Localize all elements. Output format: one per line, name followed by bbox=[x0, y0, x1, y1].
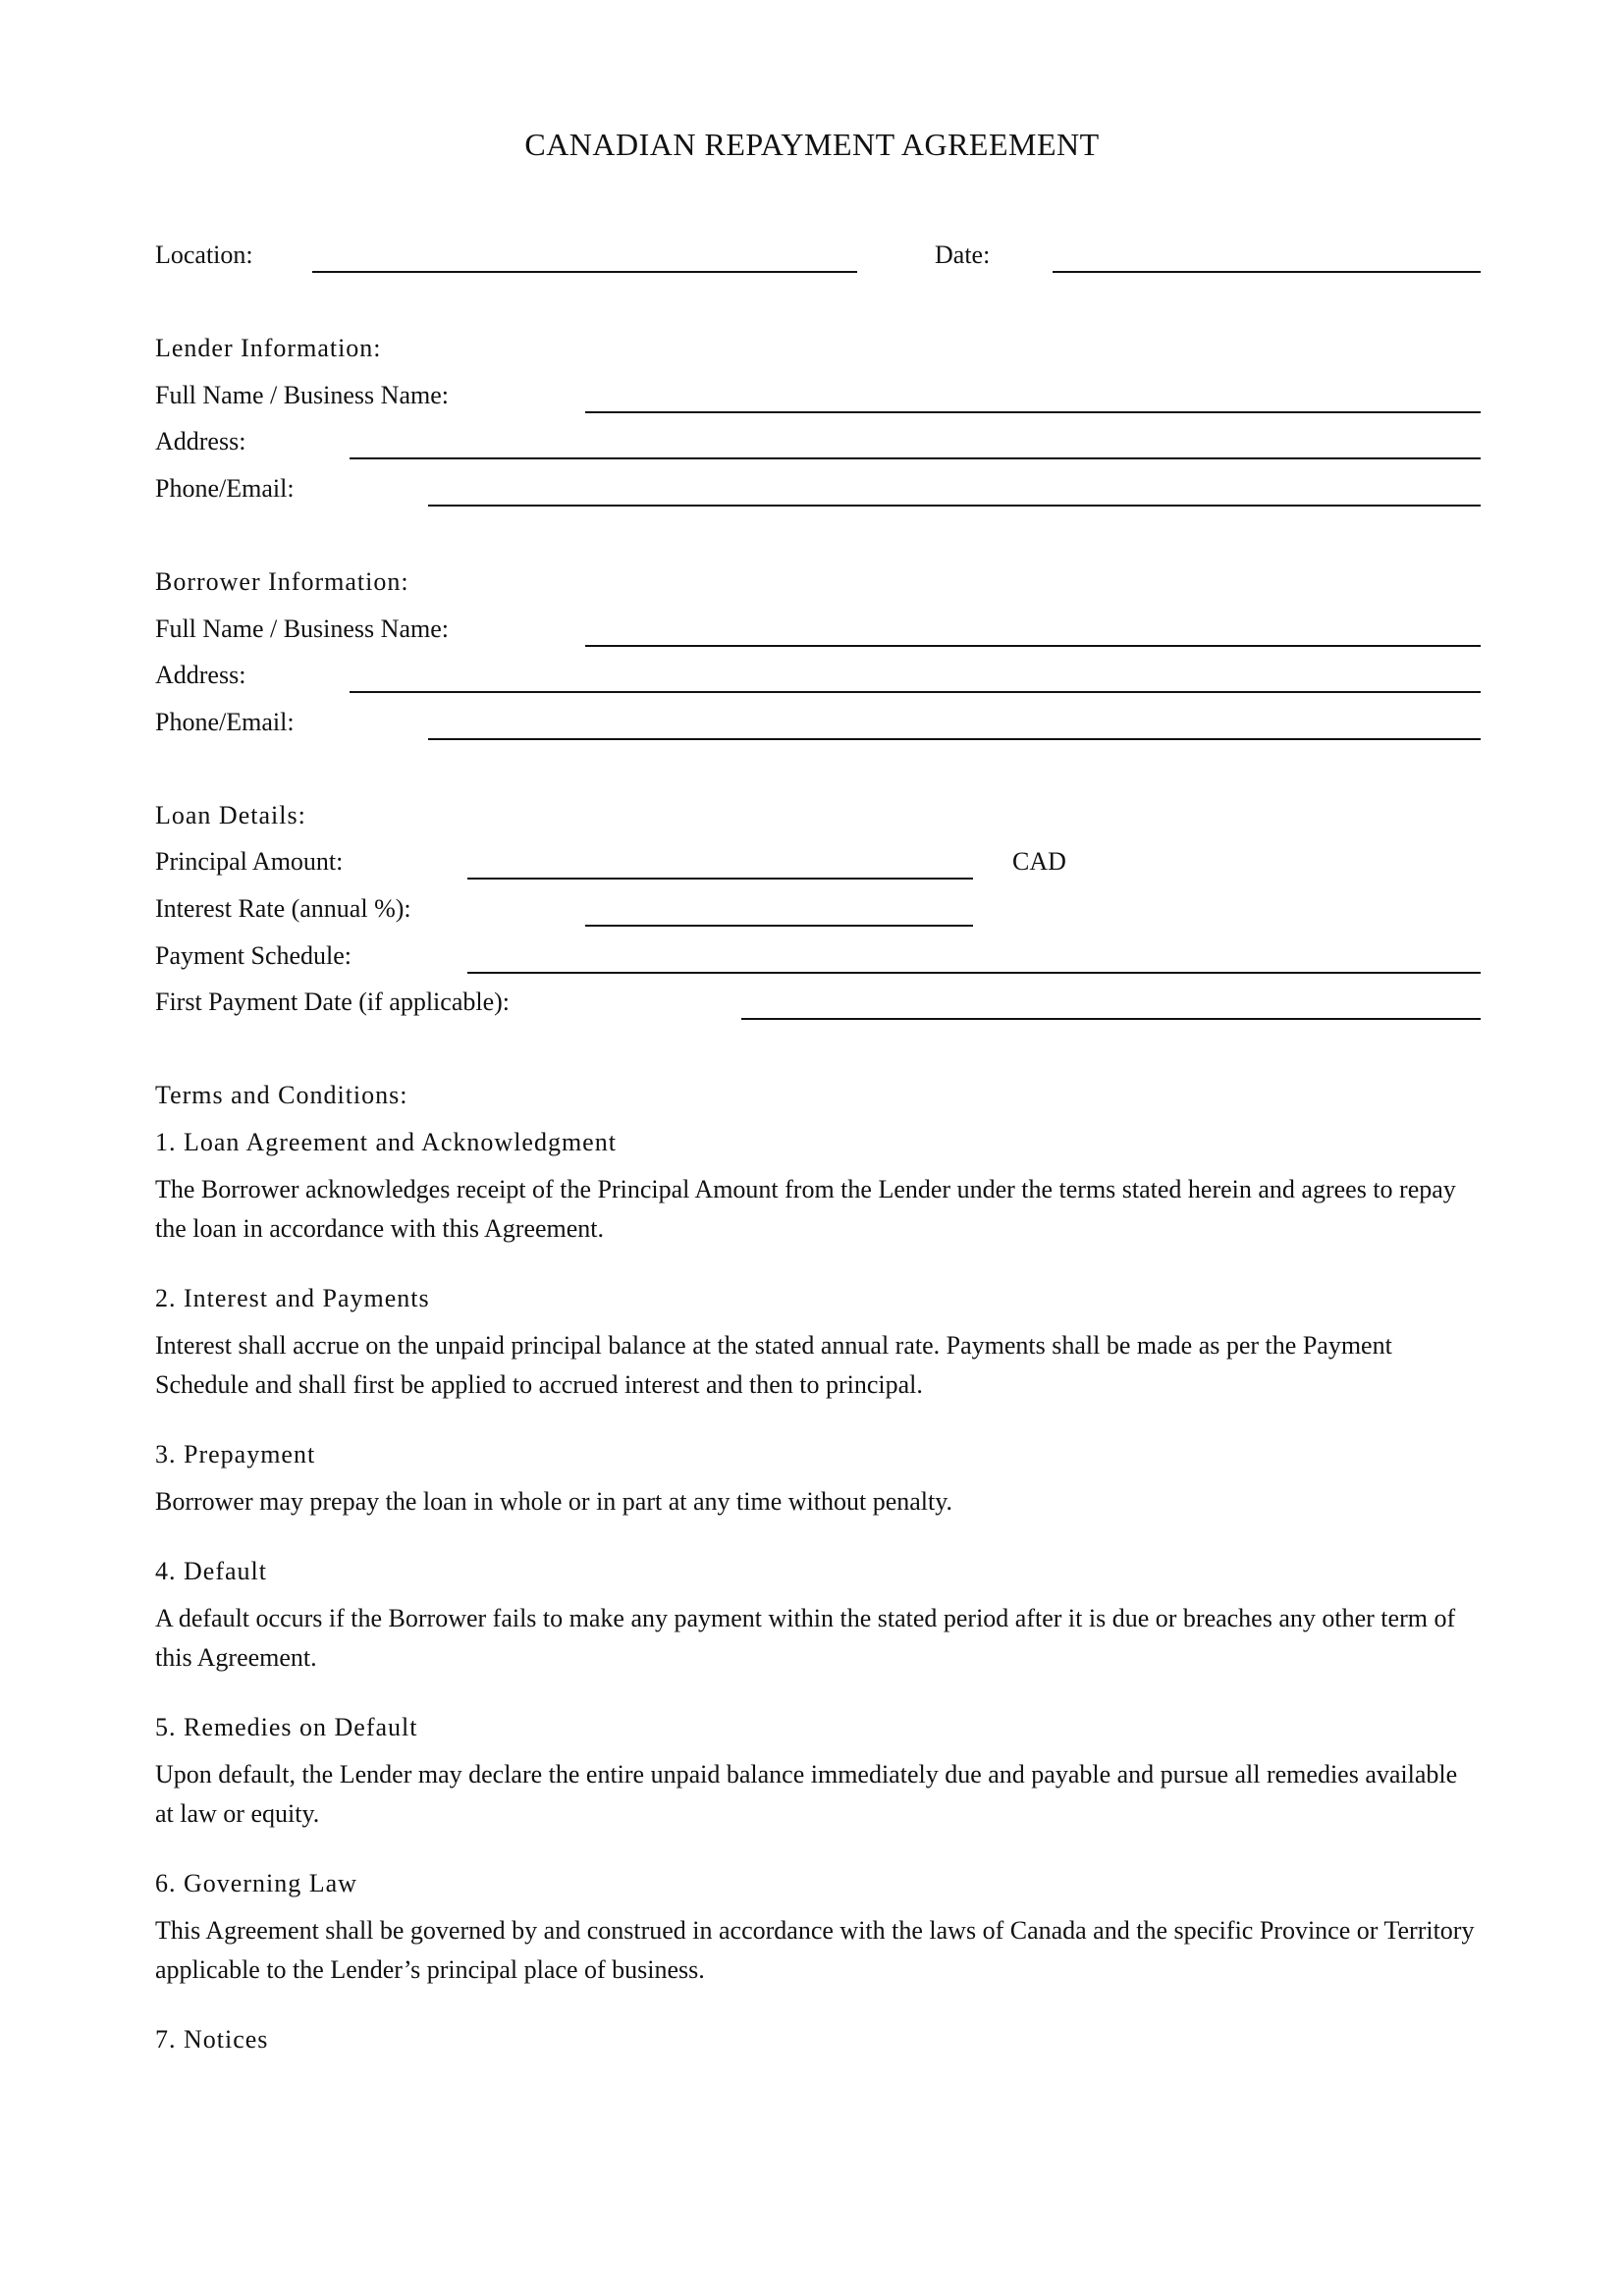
terms-heading: Terms and Conditions: bbox=[155, 1081, 408, 1109]
section-title: 4. Default bbox=[155, 1557, 267, 1585]
currency-label: CAD bbox=[1012, 847, 1066, 876]
section-body: Borrower may prepay the loan in whole or in part at any time without penalty. bbox=[155, 1487, 953, 1516]
lender-name-field[interactable] bbox=[585, 411, 1481, 413]
lender-name-label: Full Name / Business Name: bbox=[155, 381, 449, 409]
loan-heading: Loan Details: bbox=[155, 801, 306, 829]
section-title: 7. Notices bbox=[155, 2025, 269, 2054]
borrower-heading: Borrower Information: bbox=[155, 567, 409, 596]
borrower-contact-label: Phone/Email: bbox=[155, 708, 295, 736]
date-label: Date: bbox=[935, 240, 991, 269]
document-title: CANADIAN REPAYMENT AGREEMENT bbox=[524, 127, 1100, 162]
interest-rate-label: Interest Rate (annual %): bbox=[155, 894, 411, 923]
section-body: Interest shall accrue on the unpaid principal balance at the stated annual rate. Payments shall be made as per the Payment Schedule and shall first be applied to accrued interest and then to principal. bbox=[155, 1331, 1392, 1399]
payment-schedule-label: Payment Schedule: bbox=[155, 941, 352, 970]
date-field[interactable] bbox=[1053, 271, 1481, 273]
principal-label: Principal Amount: bbox=[155, 847, 344, 876]
lender-address-field[interactable] bbox=[350, 457, 1481, 459]
section-title: 1. Loan Agreement and Acknowledgment bbox=[155, 1128, 617, 1156]
principal-field[interactable] bbox=[467, 878, 973, 880]
borrower-contact-field[interactable] bbox=[428, 738, 1481, 740]
section-body: Upon default, the Lender may declare the entire unpaid balance immediately due and payable and pursue all remedies available at law or equity. bbox=[155, 1760, 1458, 1828]
section-title: 3. Prepayment bbox=[155, 1440, 316, 1468]
section-title: 6. Governing Law bbox=[155, 1869, 357, 1897]
borrower-address-field[interactable] bbox=[350, 691, 1481, 693]
borrower-address-label: Address: bbox=[155, 661, 246, 689]
section-title: 2. Interest and Payments bbox=[155, 1284, 430, 1312]
location-label: Location: bbox=[155, 240, 253, 269]
lender-contact-label: Phone/Email: bbox=[155, 474, 295, 503]
interest-rate-field[interactable] bbox=[585, 925, 973, 927]
lender-address-label: Address: bbox=[155, 427, 246, 455]
section-body: This Agreement shall be governed by and construed in accordance with the laws of Canada and the specific Province or Territory applicable to the Lender’s principal place of business. bbox=[155, 1916, 1475, 1984]
section-body: The Borrower acknowledges receipt of the Principal Amount from the Lender under the terms stated herein and agrees to repay the loan in accordance with this Agreement. bbox=[155, 1175, 1456, 1243]
section-title: 5. Remedies on Default bbox=[155, 1713, 418, 1741]
lender-heading: Lender Information: bbox=[155, 334, 382, 362]
borrower-name-label: Full Name / Business Name: bbox=[155, 614, 449, 643]
payment-schedule-field[interactable] bbox=[467, 972, 1481, 974]
first-payment-field[interactable] bbox=[741, 1018, 1481, 1020]
lender-contact-field[interactable] bbox=[428, 505, 1481, 507]
section-body: A default occurs if the Borrower fails to make any payment within the stated period after it is due or breaches any other term of this Agreement. bbox=[155, 1604, 1456, 1672]
first-payment-label: First Payment Date (if applicable): bbox=[155, 988, 511, 1016]
borrower-name-field[interactable] bbox=[585, 645, 1481, 647]
location-field[interactable] bbox=[312, 271, 857, 273]
